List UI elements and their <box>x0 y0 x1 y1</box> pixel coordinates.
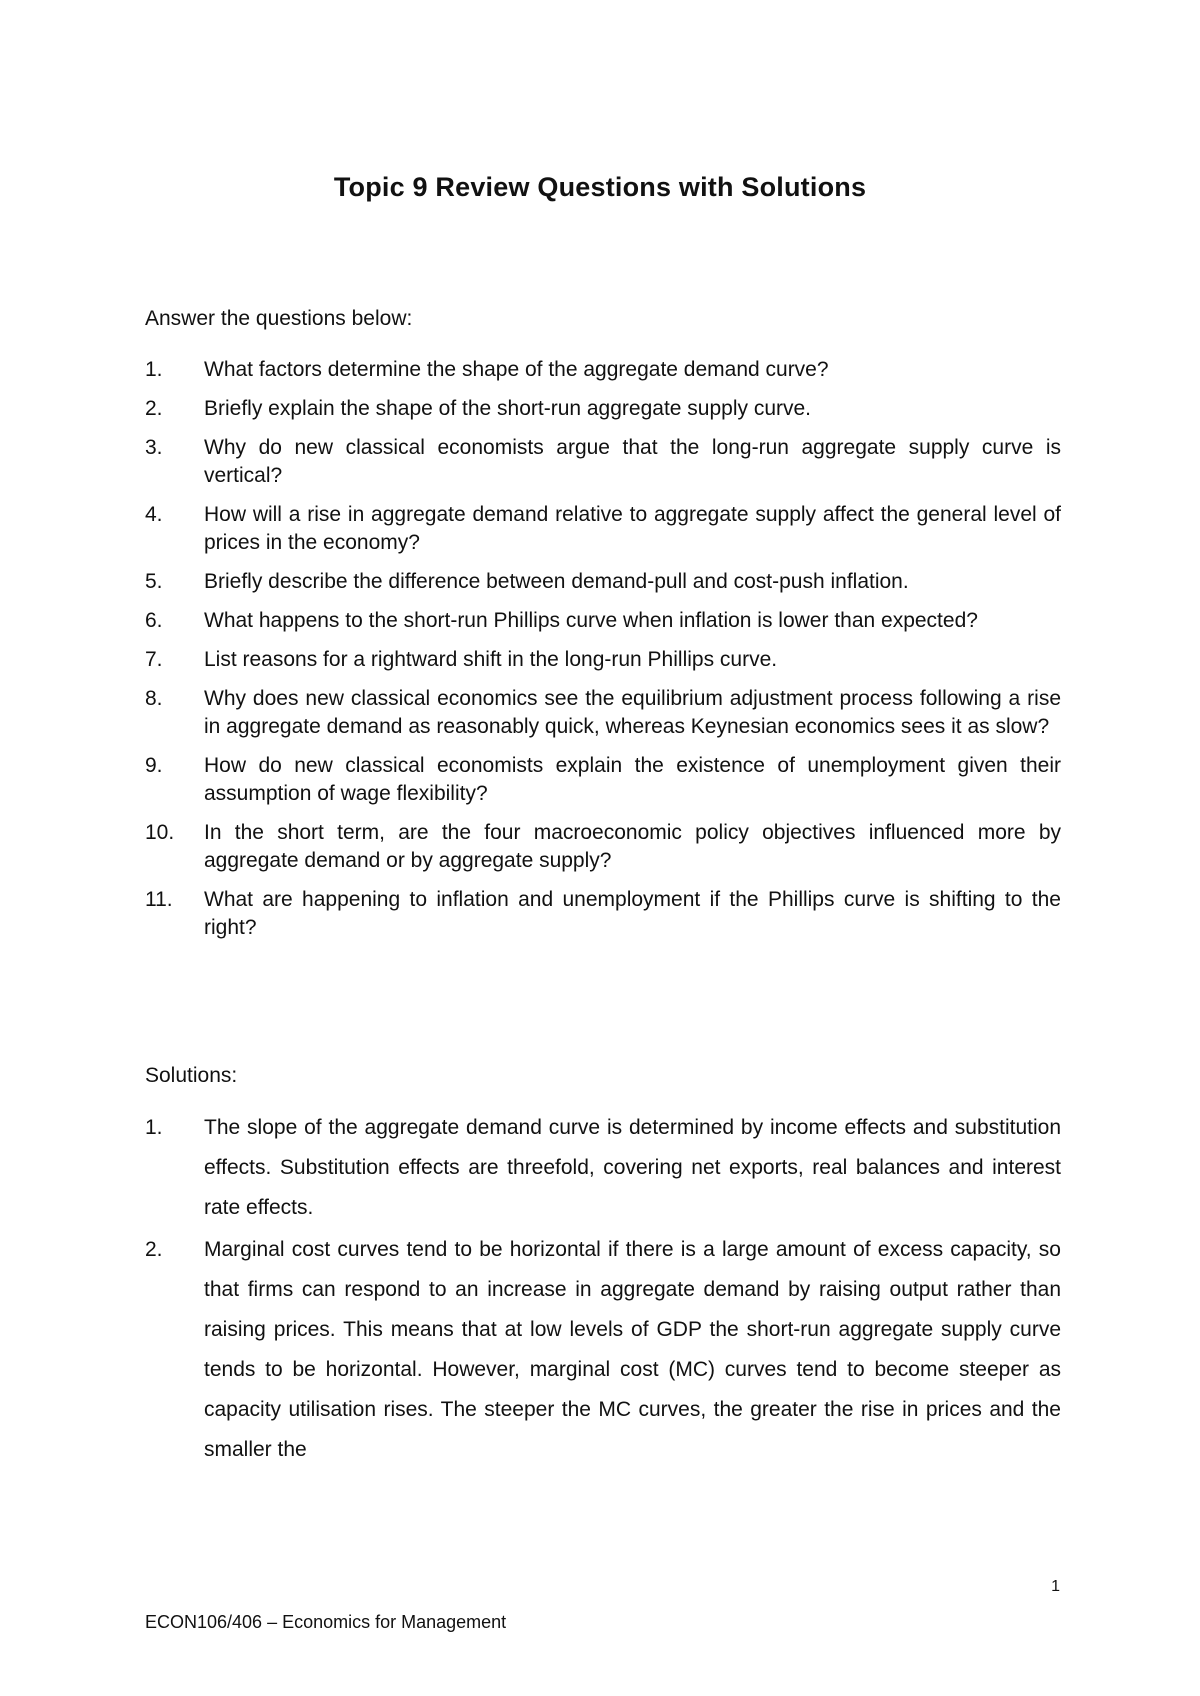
solution-number: 1. <box>145 1116 163 1139</box>
solution-number: 2. <box>145 1238 163 1261</box>
question-number: 5. <box>145 570 163 593</box>
question-item <box>145 356 1061 384</box>
question-item <box>145 568 1061 596</box>
question-text: How do new classical economists explain the existence of unemployment given their assumption of wage flexibility? <box>204 754 1061 805</box>
question-item <box>145 819 1061 875</box>
question-item <box>145 685 1061 741</box>
solution-text: Marginal cost curves tend to be horizontal if there is a large amount of excess capacity, so that firms can respond to an increase in aggregate demand by raising output rather than raising prices. This means that at low levels of GDP the short-run aggregate supply curve tends to be horizontal. However, marginal cost (MC) curves tend to become steeper as capacity utilisation rises. The steeper the MC curves, the greater the rise in prices and the smaller the <box>204 1238 1061 1461</box>
question-item <box>145 646 1061 674</box>
question-text: Briefly explain the shape of the short-run aggregate supply curve. <box>204 397 812 420</box>
solutions-list <box>145 1108 1061 1472</box>
question-text: What factors determine the shape of the aggregate demand curve? <box>204 358 829 381</box>
question-text: In the short term, are the four macroeconomic policy objectives influenced more by aggregate demand or by aggregate supply? <box>204 821 1061 872</box>
question-text: List reasons for a rightward shift in the long-run Phillips curve. <box>204 648 778 671</box>
question-text: Why does new classical economics see the equilibrium adjustment process following a rise in aggregate demand as reasonably quick, whereas Keynesian economics sees it as slow? <box>204 687 1061 738</box>
solution-text: The slope of the aggregate demand curve is determined by income effects and substitution effects. Substitution effects are threefold, covering net exports, real balances and interest rate effects. <box>204 1116 1061 1219</box>
page-title: Topic 9 Review Questions with Solutions <box>333 172 867 202</box>
question-number: 4. <box>145 503 163 526</box>
question-item <box>145 395 1061 423</box>
question-number: 9. <box>145 754 163 777</box>
question-number: 3. <box>145 436 163 459</box>
question-number: 10. <box>145 821 175 844</box>
question-text: What happens to the short-run Phillips curve when inflation is lower than expected? <box>204 609 978 632</box>
question-item <box>145 434 1061 490</box>
questions-intro: Answer the questions below: <box>145 307 413 330</box>
question-item <box>145 752 1061 808</box>
question-number: 11. <box>145 888 173 911</box>
footer-text: ECON106/406 – Economics for Management <box>145 1612 507 1632</box>
question-text: Briefly describe the difference between demand-pull and cost-push inflation. <box>204 570 909 593</box>
question-number: 6. <box>145 609 163 632</box>
question-text: How will a rise in aggregate demand relative to aggregate supply affect the general level of prices in the economy? <box>204 503 1061 554</box>
question-number: 2. <box>145 397 163 420</box>
question-number: 1. <box>145 358 163 381</box>
solution-item <box>145 1108 1061 1228</box>
question-item <box>145 501 1061 557</box>
solution-item <box>145 1230 1061 1470</box>
solutions-label: Solutions: <box>145 1064 238 1087</box>
question-number: 8. <box>145 687 163 710</box>
question-number: 7. <box>145 648 163 671</box>
question-item <box>145 607 1061 635</box>
page-number: 1 <box>1051 1578 1060 1595</box>
questions-list <box>145 356 1061 953</box>
question-item <box>145 886 1061 942</box>
question-text: What are happening to inflation and unemployment if the Phillips curve is shifting to the right? <box>204 888 1061 939</box>
question-text: Why do new classical economists argue that the long-run aggregate supply curve is vertical? <box>204 436 1061 487</box>
